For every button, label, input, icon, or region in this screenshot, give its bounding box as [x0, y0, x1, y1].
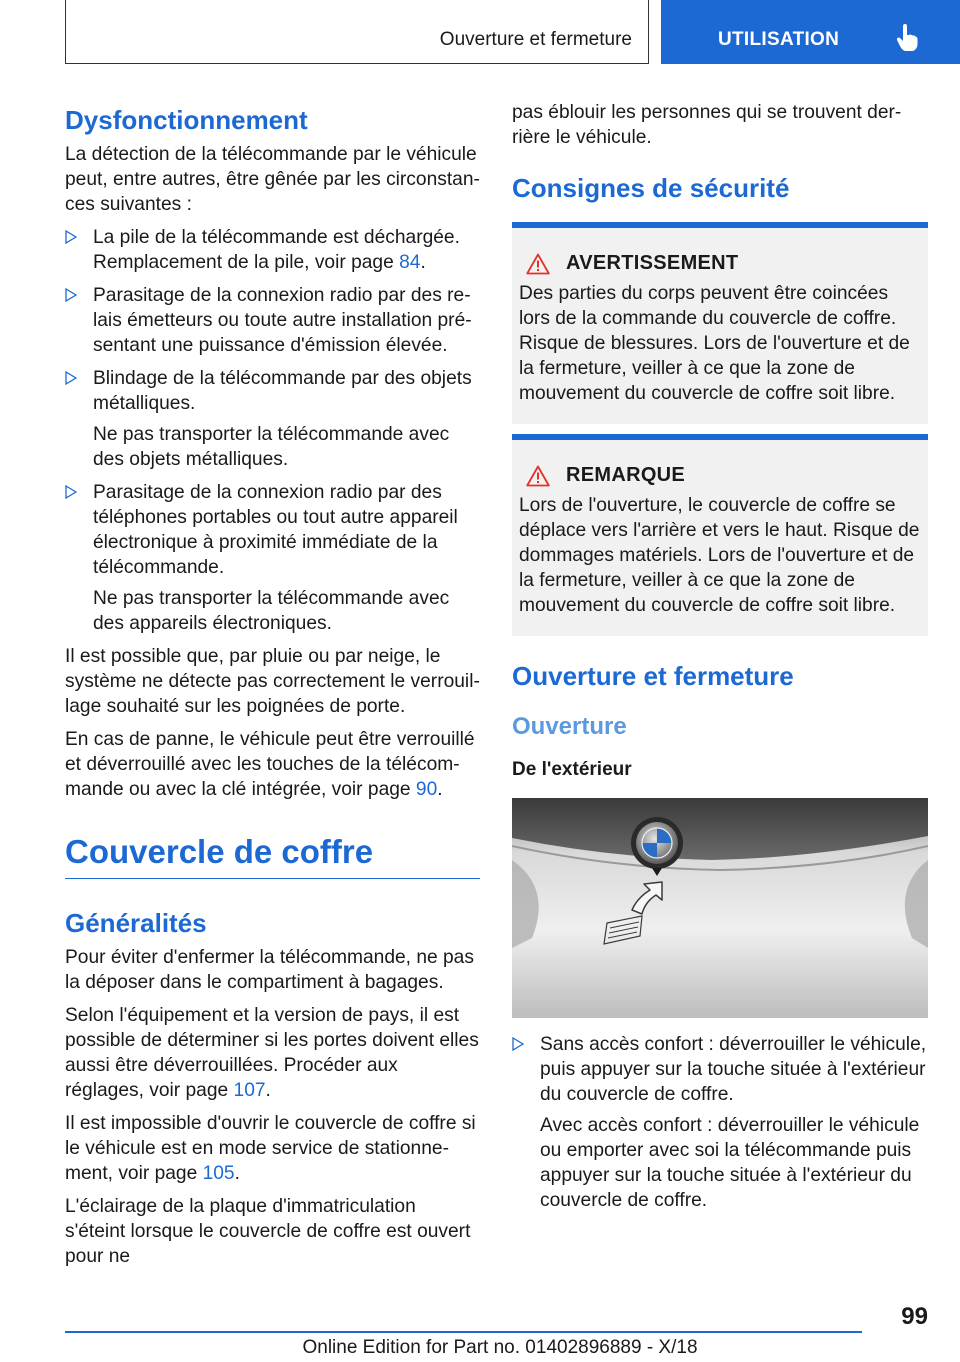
left-column [65, 100, 480, 1277]
list-item-text: Sans accès confort : déverrouiller le véhicule, puis appuyer sur la touche située à l'extérieur du couvercle de coffre. [540, 1034, 927, 1105]
chapter-tab[interactable] [661, 0, 960, 64]
section-title: Ouverture et fermeture [439, 29, 632, 50]
footer-edition: Online Edition for Part no. 01402896889 - X/18 [302, 1337, 698, 1358]
list-item-text: La pile de la télécommande est déchargée. Remplacement de la pile, voir page [93, 227, 460, 273]
paragraph-rain: Il est possible que, par pluie ou par neige, le système ne détecte pas correctement le verrouillage souhaité sur les poignées de porte. [65, 646, 480, 717]
list-item-note: Ne pas transporter la télécommande avec des appareils électroniques. [93, 588, 450, 634]
heading-generalites: Généralités [65, 908, 207, 938]
paragraph-text: Selon l'équipement et la version de pays, il est possible de déterminer si les portes doivent elles aussi être déverrouillées. Procéder aux réglages, voir page [65, 1005, 479, 1101]
warning-text: Des parties du corps peuvent être coincées lors de la commande du couvercle de coffre. Risque de blessures. Lors de l'ouverture et de la fermeture, veiller à ce que la zone de mouvement du couvercle de coffre soit libre. [519, 283, 910, 404]
notice-box [512, 434, 928, 636]
notice-header [519, 464, 921, 487]
list-item [65, 366, 480, 472]
bullet-triangle-icon [65, 371, 77, 385]
notice-text: Lors de l'ouverture, le couvercle de coffre se déplace vers l'arrière et vers le haut. Risque de dommages matériels. Lors de l'ouverture et de la fermeture, veiller à ce que la zone de mouvement du couvercle de coffre soit libre. [519, 495, 920, 616]
bullet-triangle-icon [65, 485, 77, 499]
heading-dysfonctionnement: Dysfonctionnement [65, 105, 308, 135]
right-column [512, 100, 928, 1221]
pointing-hand-icon [896, 24, 918, 57]
chapter-tab-label: UTILISATION [718, 29, 840, 50]
punctuation: . [420, 252, 426, 273]
list-item [65, 225, 480, 275]
list-item [65, 480, 480, 636]
bullet-triangle-icon [65, 230, 77, 244]
trunk-button-photo [512, 798, 928, 1018]
heading-consignes-securite: Consignes de sécurité [512, 173, 790, 203]
list-item [65, 283, 480, 358]
heading-couvercle-de-coffre: Couvercle de coffre [65, 832, 480, 879]
page-number: 99 [901, 1303, 928, 1330]
page-link[interactable]: 90 [415, 779, 438, 800]
ouverture-list [512, 1032, 928, 1213]
punctuation: . [234, 1163, 240, 1184]
paragraph-gen2 [65, 1003, 480, 1103]
paragraph-text: En cas de panne, le véhicule peut être verrouillé et déverrouillé avec les touches de la télécommande ou avec la clé intégrée, voir page [65, 729, 475, 800]
list-item-note: Ne pas transporter la télécommande avec des objets métalliques. [93, 424, 450, 470]
page-link[interactable]: 107 [233, 1080, 266, 1101]
warning-triangle-icon [526, 253, 550, 275]
heading-ouverture-fermeture: Ouverture et fermeture [512, 661, 794, 691]
list-item-text: Parasitage de la connexion radio par des téléphones portables ou tout autre appareil électronique à proximité immédiate de la télécommande. [93, 482, 458, 578]
punctuation: . [437, 779, 443, 800]
list-item-text: Blindage de la télécommande par des objets métalliques. [93, 368, 472, 414]
punctuation: . [265, 1080, 271, 1101]
list-item [512, 1032, 928, 1213]
header-frame [65, 0, 649, 64]
paragraph-gen3 [65, 1111, 480, 1186]
list-item-text: Parasitage de la connexion radio par des relais émetteurs ou toute autre installation présentant une puissance d'émission élevée. [93, 285, 472, 356]
paragraph-gen4: L'éclairage de la plaque d'immatriculation s'éteint lorsque le couvercle de coffre est ouvert pour ne [65, 1196, 471, 1267]
paragraph-dysf-intro: La détection de la télécommande par le véhicule peut, entre autres, être gênée par les circonstances suivantes : [65, 144, 480, 215]
paragraph-text: Il est impossible d'ouvrir le couvercle de coffre si le véhicule est en mode service de stationnement, voir page [65, 1113, 476, 1184]
notice-title: REMARQUE [566, 464, 686, 486]
heading-ouverture: Ouverture [512, 713, 627, 740]
bullet-triangle-icon [65, 288, 77, 302]
paragraph-panne [65, 727, 480, 802]
page-link[interactable]: 84 [399, 252, 421, 273]
warning-title: AVERTISSEMENT [566, 252, 739, 274]
warning-header [519, 252, 921, 275]
dysf-list [65, 225, 480, 636]
page-link[interactable]: 105 [202, 1163, 235, 1184]
warning-box [512, 222, 928, 424]
paragraph-continued: pas éblouir les personnes qui se trouvent derrière le véhicule. [512, 102, 902, 148]
heading-de-l-exterieur: De l'extérieur [512, 759, 632, 780]
list-item-note: Avec accès confort : déverrouiller le véhicule ou emporter avec soi la télécommande puis appuyer sur la touche située à l'extérieur du couvercle de coffre. [540, 1115, 920, 1211]
bullet-triangle-icon [512, 1037, 524, 1051]
footer-divider [65, 1331, 862, 1333]
paragraph-gen1: Pour éviter d'enfermer la télécommande, ne pas la déposer dans le compartiment à bagages. [65, 947, 474, 993]
caution-triangle-icon [526, 465, 550, 487]
